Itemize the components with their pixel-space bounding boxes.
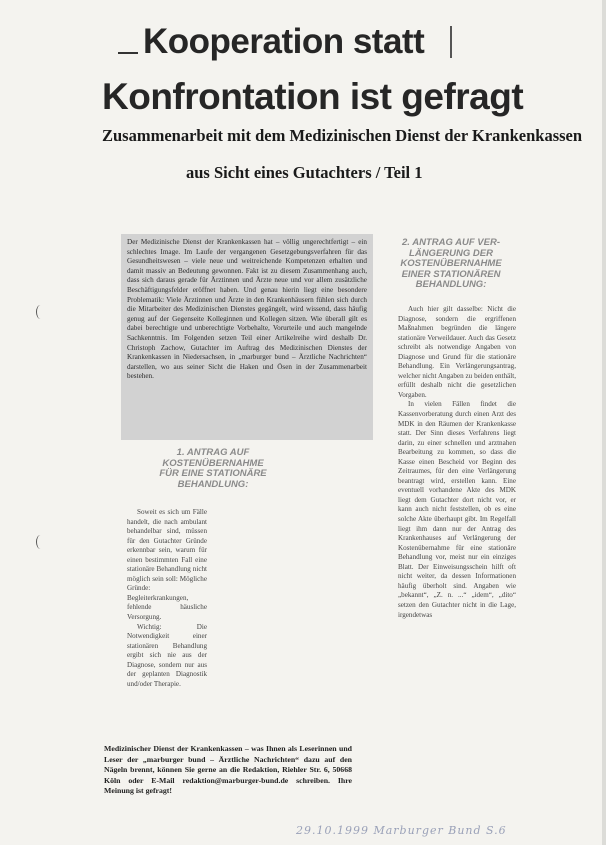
section-1-heading (127, 448, 299, 490)
subtitle-line-2: aus Sicht eines Gutachters / Teil 1 (186, 163, 423, 182)
headline-line-1: Kooperation statt (143, 22, 425, 61)
section-2-heading-line: EINER STATIONÄREN (401, 268, 501, 280)
section-2-heading-line: BEHANDLUNG: (415, 279, 487, 290)
section-2-heading-line: 2. ANTRAG AUF VER- (402, 237, 500, 248)
headline-vertical-rule (450, 26, 452, 58)
section-1-heading-line: 1. ANTRAG AUF (176, 447, 250, 458)
section-2-heading-line: KOSTENÜBERNAHME (400, 258, 502, 269)
page-edge (602, 0, 606, 845)
section-1-heading-line: FÜR EINE STATIONÄRE (159, 468, 267, 479)
section-1-heading-line: KOSTENÜBERNAHME (162, 457, 264, 469)
section-1-heading-line: BEHANDLUNG: (177, 478, 249, 490)
section-2-paragraph: In vielen Fällen findet die Kassenvorberatung durch einen Arzt des MDK in den Räumen der Krankenkasse statt. Der Sinn dieses Verfahrens liegt darin, zu einer schnellen und arztnahen Bearbeitung zu kommen, so dass die Kasse einen Bescheid vor Beginn des Zeitraumes, für den eine Verlängerung beantragt wird, erstellen kann. Eine eventuell vorhandene Akte des MDK liegt dem Gutachter dort nicht vor, er kann auch nicht feststellen, ob es eine solche Akte überhaupt gibt. Im Regelfall liegt ihm dann nur der Antrag des Krankenhauses auf Verlängerung der Kostenübernahme für eine stationäre Behandlung vor, meist nur ein einziges Blatt. Der Einweisungsschein hilft oft nicht weiter, da dessen Informationen häufig überholt sind. Angaben wie „bekannt“, „Z. n. ...“ „idem“, „dito“ setzen den Gutachter nicht in die Lage, irgendetwas (398, 400, 516, 619)
punch-hole-top (36, 305, 45, 319)
section-2-heading-line: LÄNGERUNG DER (409, 247, 493, 259)
headline-rule (118, 52, 138, 54)
subtitle-line-1: Zusammenarbeit mit dem Medizinischen Dienst der Krankenkassen (102, 126, 583, 145)
section-2-heading (391, 238, 511, 291)
section-2-paragraph: Auch hier gilt dasselbe: Nicht die Diagnose, sondern die ergriffenen Maßnahmen begründen die längere stationäre Verweildauer. Auch das Gesetz schreibt als notwendige Angaben von Diagnose und Grund für die stationäre Behandlung. Ein Verlängerungsantrag, welcher nicht Angaben zu beiden enthält, erfüllt deshalb nicht die gesetzlichen Vorgaben. (398, 305, 516, 399)
section-2-body (398, 305, 516, 745)
section-1-paragraph: Soweit es sich um Fälle handelt, die nach ambulant behandelbar sind, müssen für den Gutachter Gründe erkennbar sein, warum für einen bestimmten Fall eine stationäre Behandlung nicht möglich sein soll: Mögliche Gründe: Begleiterkrankungen, fehlende häusliche Versorgung. (127, 508, 207, 622)
handwritten-annotation: 29.10.1999 Marburger Bund S.6 (296, 824, 507, 837)
reader-feedback-note: Medizinischer Dienst der Krankenkassen – was Ihnen als Leserinnen und Leser der „marburger bund – Ärztliche Nachrichten“ dazu auf den Nägeln brennt, können Sie gerne an die Redaktion, Riehler Str. 6, 50668 Köln oder E-Mail redaktion@marburger-bund.de schreiben. Ihre Meinung ist gefragt! (104, 744, 352, 796)
intro-box: Der Medizinische Dienst der Krankenkassen hat – völlig ungerechtfertigt – ein schlechtes Image. Im Laufe der vergangenen Gesetzgebungsverfahren für das Gesundheitswesen – viele neue und weitreichende Kompetenzen erhalten und damit massiv an Bedeutung gewonnen. Fakt ist zu diesem Zusammenhang auch, dass sich daraus gerade für Ärztinnen und Ärzte neue und vor allem zusätzliche Beschäftigungsfelder eröffnet haben. Und genau hierin liegt eine besondere Problematik: Viele Ärztinnen und Ärzte in den Krankenhäusern fühlen sich durch die Mitarbeiter des Medizinischen Dienstes gegängelt, wird wissend, dass häufig genug auf der Gegenseite Kolleginnen und Kollegen sitzen. Wie überall gilt es dabei berechtigte und unberechtigte Vorbehalte, Vorurteile und auch mangelnde Sachkenntnis. Im Folgenden setzen Teil einer Artikelreihe wird deshalb Dr. Christoph Zachow, Gutachter im Auftrag des Medizinischen Dienstes der Krankenkassen in Niedersachsen, in „marburger bund – Ärztliche Nachrichten“ darstellen, wo aus seiner Sicht die Haken und Ösen in der Zusammenarbeit bestehen. (121, 234, 373, 440)
punch-hole-bottom (36, 535, 45, 549)
headline-line-2: Konfrontation ist gefragt (102, 76, 524, 117)
section-1-paragraph: Wichtig: Die Notwendigkeit einer stationären Behandlung ergibt sich nie aus der Diagnose, sondern nur aus der geplanten Diagnostik und/oder Therapie. (127, 622, 207, 688)
section-1-body (127, 508, 207, 688)
